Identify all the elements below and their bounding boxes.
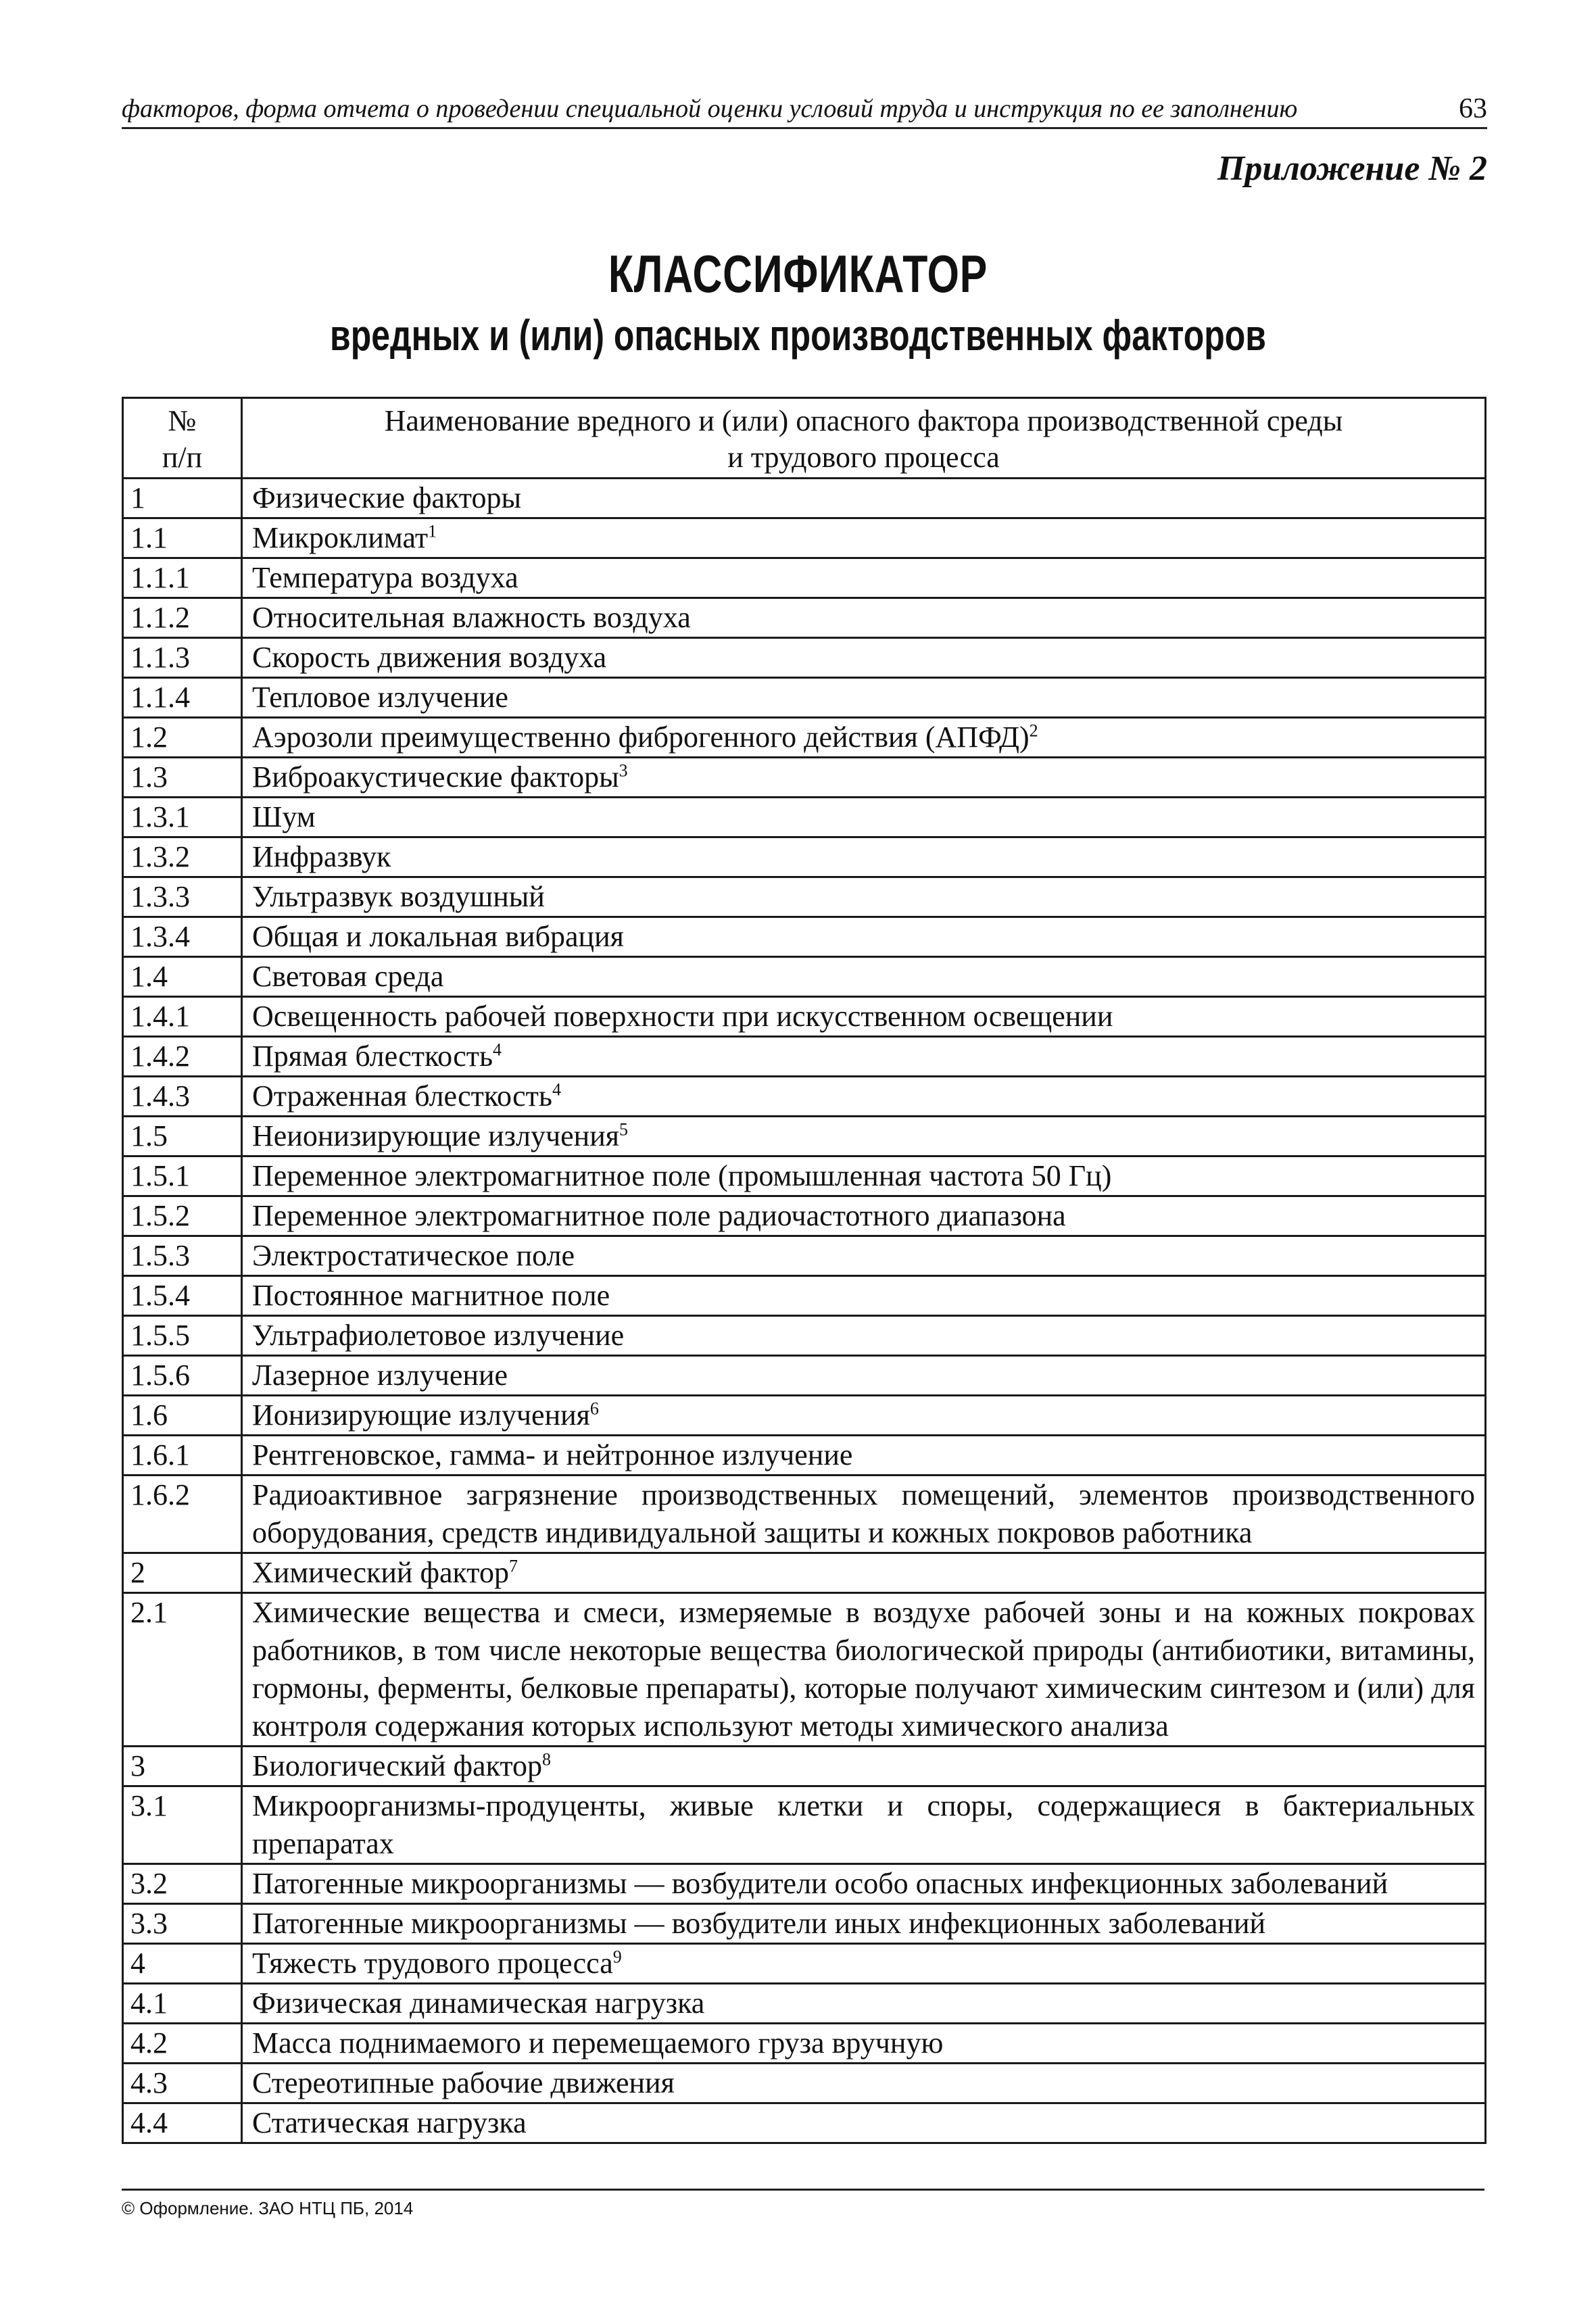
row-factor-name — [242, 1553, 1486, 1593]
row-factor-name — [242, 1117, 1486, 1156]
factor-name-text: Радиоактивное загрязнение производственных помещений, элементов производственного оборудования, средств индивидуальной защиты и кожных покровов работника — [252, 1478, 1475, 1549]
row-factor-name — [242, 1316, 1486, 1356]
row-factor-name — [242, 1436, 1486, 1476]
row-number: 1.5.4 — [123, 1276, 242, 1316]
table-row — [123, 1436, 1486, 1476]
table-row — [123, 1944, 1486, 1984]
table-header-row — [123, 398, 1486, 479]
table-row — [123, 1904, 1486, 1944]
factor-name-text: Рентгеновское, гамма- и нейтронное излучение — [252, 1438, 853, 1471]
table-row — [123, 558, 1486, 598]
row-number: 2.1 — [123, 1593, 242, 1747]
factor-name-text: Лазерное излучение — [252, 1359, 508, 1392]
row-factor-name — [242, 1747, 1486, 1786]
table-row — [123, 2103, 1486, 2143]
row-number: 1.4 — [123, 957, 242, 997]
table-row — [123, 1593, 1486, 1747]
factor-name-text: Температура воздуха — [252, 561, 518, 594]
footnote-marker: 1 — [428, 521, 437, 541]
factor-name-text: Неионизирующие излучения — [252, 1119, 619, 1152]
factor-name-text: Шум — [252, 800, 316, 833]
footnote-marker: 6 — [589, 1398, 599, 1419]
factor-name-text: Стереотипные рабочие движения — [252, 2066, 675, 2099]
appendix-label: Приложение № 2 — [1217, 149, 1487, 188]
row-number: 1.6.2 — [123, 1476, 242, 1553]
table-row — [123, 1117, 1486, 1156]
table-row — [123, 1276, 1486, 1316]
row-number: 1.2 — [123, 718, 242, 758]
row-factor-name — [242, 718, 1486, 758]
row-factor-name — [242, 638, 1486, 678]
table-row — [123, 638, 1486, 678]
running-header — [122, 92, 1487, 129]
factor-name-text: Относительная влажность воздуха — [252, 601, 691, 634]
row-number: 1.6 — [123, 1396, 242, 1436]
row-factor-name — [242, 1077, 1486, 1117]
row-number: 1.3 — [123, 758, 242, 798]
row-number: 1.3.4 — [123, 917, 242, 957]
row-factor-name — [242, 1593, 1486, 1747]
footnote-marker: 5 — [619, 1119, 628, 1140]
table-row — [123, 598, 1486, 638]
factor-name-text: Переменное электромагнитное поле радиочастотного диапазона — [252, 1199, 1066, 1232]
factor-name-text: Химические вещества и смеси, измеряемые в воздухе рабочей зоны и на кожных покровах работников, в том числе некоторые вещества биологической природы (антибиотики, витамины, гормоны, ферменты, белковые препараты), которые получают химическим синтезом и (или) для контроля содержания которых используют методы химического анализа — [252, 1596, 1475, 1743]
table-row — [123, 798, 1486, 837]
factor-name-text: Ультрафиолетовое излучение — [252, 1319, 625, 1352]
row-factor-name — [242, 798, 1486, 837]
classifier-table — [122, 397, 1486, 2144]
row-factor-name — [242, 1476, 1486, 1553]
row-factor-name — [242, 837, 1486, 877]
table-row — [123, 1037, 1486, 1077]
table-row — [123, 1864, 1486, 1904]
factor-name-text: Электростатическое поле — [252, 1239, 575, 1272]
row-factor-name — [242, 1786, 1486, 1864]
running-title: факторов, форма отчета о проведении специальной оценки условий труда и инструкция по ее заполнению — [122, 95, 1298, 123]
column-header-number: № п/п — [123, 398, 242, 479]
table-row — [123, 518, 1486, 558]
table-row — [123, 1984, 1486, 2024]
table-row — [123, 1077, 1486, 1117]
row-number: 1.5.1 — [123, 1156, 242, 1196]
row-number: 1.5.3 — [123, 1236, 242, 1276]
footnote-marker: 4 — [493, 1040, 502, 1060]
factor-name-text: Прямая блесткость — [252, 1040, 493, 1073]
table-row — [123, 1236, 1486, 1276]
row-factor-name — [242, 479, 1486, 518]
column-header-name: Наименование вредного и (или) опасного фактора производственной среды и трудового процесса — [242, 398, 1486, 479]
row-factor-name — [242, 1236, 1486, 1276]
footnote-marker: 2 — [1029, 721, 1038, 741]
table-row — [123, 1196, 1486, 1236]
row-factor-name — [242, 1984, 1486, 2024]
row-factor-name — [242, 2103, 1486, 2143]
row-factor-name — [242, 598, 1486, 638]
factor-name-text: Химический фактор — [252, 1556, 509, 1589]
footnote-marker: 4 — [552, 1079, 561, 1100]
row-number: 1.4.2 — [123, 1037, 242, 1077]
row-factor-name — [242, 1276, 1486, 1316]
page-number: 63 — [1459, 93, 1487, 124]
factor-name-text: Ионизирующие излучения — [252, 1398, 590, 1432]
footnote-marker: 7 — [508, 1556, 518, 1576]
row-factor-name — [242, 957, 1486, 997]
factor-name-text: Микроорганизмы-продуценты, живые клетки и споры, содержащиеся в бактериальных препаратах — [252, 1789, 1475, 1860]
row-number: 1.3.2 — [123, 837, 242, 877]
row-number: 1.1 — [123, 518, 242, 558]
table-row — [123, 1553, 1486, 1593]
row-number: 1.3.3 — [123, 877, 242, 917]
factor-name-text: Ультразвук воздушный — [252, 880, 545, 913]
factor-name-text: Патогенные микроорганизмы — возбудители особо опасных инфекционных заболеваний — [252, 1867, 1388, 1900]
factor-name-text: Микроклимат — [252, 521, 429, 554]
table-row — [123, 2064, 1486, 2103]
row-number: 3.2 — [123, 1864, 242, 1904]
row-number: 1.4.1 — [123, 997, 242, 1037]
factor-name-text: Физические факторы — [252, 481, 522, 514]
row-factor-name — [242, 1196, 1486, 1236]
row-number: 4.2 — [123, 2024, 242, 2064]
row-factor-name — [242, 2064, 1486, 2103]
table-row — [123, 997, 1486, 1037]
copyright: © Оформление. ЗАО НТЦ ПБ, 2014 — [122, 2198, 414, 2218]
row-number: 4.4 — [123, 2103, 242, 2143]
factor-name-text: Тепловое излучение — [252, 681, 508, 714]
factor-name-text: Отраженная блесткость — [252, 1079, 552, 1113]
table-row — [123, 877, 1486, 917]
table-row — [123, 2024, 1486, 2064]
table-row — [123, 957, 1486, 997]
row-factor-name — [242, 518, 1486, 558]
row-number: 1.5.5 — [123, 1316, 242, 1356]
table-row — [123, 1747, 1486, 1786]
row-number: 4.3 — [123, 2064, 242, 2103]
factor-name-text: Биологический фактор — [252, 1749, 543, 1782]
row-factor-name — [242, 1864, 1486, 1904]
row-factor-name — [242, 997, 1486, 1037]
factor-name-text: Световая среда — [252, 960, 444, 993]
row-factor-name — [242, 758, 1486, 798]
table-row — [123, 758, 1486, 798]
row-factor-name — [242, 1944, 1486, 1984]
row-factor-name — [242, 877, 1486, 917]
classifier-table-wrapper — [122, 397, 1484, 2144]
footer-divider — [122, 2189, 1484, 2191]
factor-name-text: Статическая нагрузка — [252, 2106, 527, 2139]
table-row — [123, 1786, 1486, 1864]
document-subtitle: вредных и (или) опасных производственных факторов — [330, 311, 1266, 360]
footnote-marker: 8 — [542, 1749, 552, 1770]
factor-name-text: Аэрозоли преимущественно фиброгенного действия (АПФД) — [252, 721, 1030, 754]
row-number: 1.1.1 — [123, 558, 242, 598]
factor-name-text: Тяжесть трудового процесса — [252, 1947, 613, 1980]
row-number: 1.4.3 — [123, 1077, 242, 1117]
row-factor-name — [242, 558, 1486, 598]
table-row — [123, 678, 1486, 718]
row-factor-name — [242, 1037, 1486, 1077]
row-number: 2 — [123, 1553, 242, 1593]
row-factor-name — [242, 917, 1486, 957]
table-row — [123, 1356, 1486, 1396]
row-factor-name — [242, 2024, 1486, 2064]
factor-name-text: Масса поднимаемого и перемещаемого груза вручную — [252, 2026, 944, 2060]
row-number: 4 — [123, 1944, 242, 1984]
footnote-marker: 3 — [619, 760, 628, 781]
row-number: 1.3.1 — [123, 798, 242, 837]
row-factor-name — [242, 678, 1486, 718]
row-number: 1.6.1 — [123, 1436, 242, 1476]
table-row — [123, 917, 1486, 957]
table-row — [123, 837, 1486, 877]
row-number: 4.1 — [123, 1984, 242, 2024]
row-factor-name — [242, 1904, 1486, 1944]
row-number: 1.5.6 — [123, 1356, 242, 1396]
row-number: 1.1.2 — [123, 598, 242, 638]
row-number: 1.1.3 — [123, 638, 242, 678]
factor-name-text: Освещенность рабочей поверхности при искусственном освещении — [252, 1000, 1113, 1033]
table-row — [123, 1156, 1486, 1196]
row-number: 3 — [123, 1747, 242, 1786]
row-number: 3.3 — [123, 1904, 242, 1944]
table-row — [123, 1476, 1486, 1553]
factor-name-text: Патогенные микроорганизмы — возбудители иных инфекционных заболеваний — [252, 1907, 1266, 1940]
table-row — [123, 479, 1486, 518]
factor-name-text: Инфразвук — [252, 840, 391, 873]
row-factor-name — [242, 1156, 1486, 1196]
row-number: 1.1.4 — [123, 678, 242, 718]
row-factor-name — [242, 1356, 1486, 1396]
table-row — [123, 1396, 1486, 1436]
table-row — [123, 718, 1486, 758]
row-factor-name — [242, 1396, 1486, 1436]
table-row — [123, 1316, 1486, 1356]
row-number: 1.5 — [123, 1117, 242, 1156]
factor-name-text: Переменное электромагнитное поле (промышленная частота 50 Гц) — [252, 1159, 1112, 1192]
factor-name-text: Постоянное магнитное поле — [252, 1279, 610, 1312]
row-number: 1.5.2 — [123, 1196, 242, 1236]
footnote-marker: 9 — [612, 1947, 622, 1967]
row-number: 1 — [123, 479, 242, 518]
table-body — [123, 479, 1486, 2143]
factor-name-text: Скорость движения воздуха — [252, 641, 607, 674]
factor-name-text: Виброакустические факторы — [252, 760, 619, 794]
document-title: КЛАССИФИКАТОР — [608, 244, 988, 303]
row-number: 3.1 — [123, 1786, 242, 1864]
factor-name-text: Общая и локальная вибрация — [252, 920, 624, 953]
factor-name-text: Физическая динамическая нагрузка — [252, 1987, 705, 2020]
